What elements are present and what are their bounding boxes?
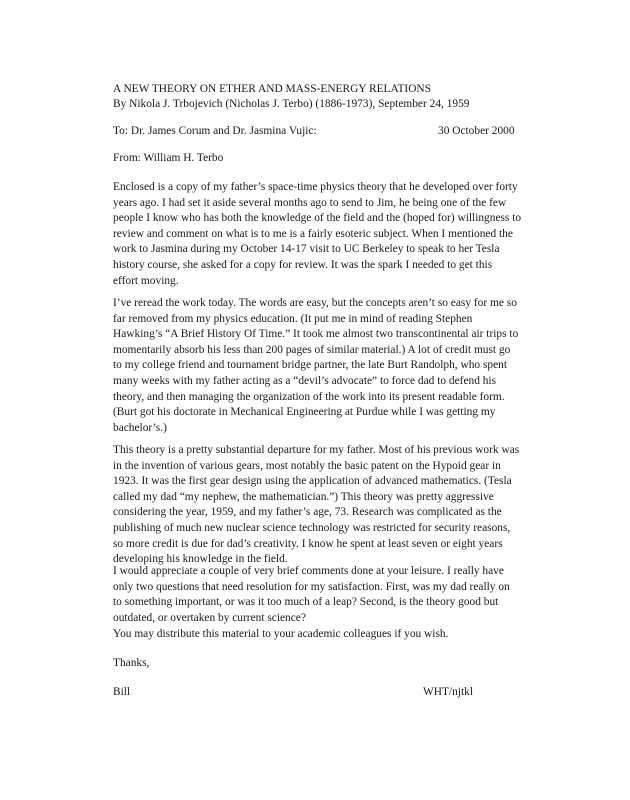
paragraph-line: Hawking’s “A Brief History Of Time.” It took me almost two transcontinental air trips to <box>113 328 519 341</box>
paragraph-line: I would appreciate a couple of very brief comments done at your leisure. I really have <box>113 565 504 577</box>
paragraph-line: only two questions that need resolution for my satisfaction. First, was my dad really on <box>113 580 510 593</box>
paragraph-line: Enclosed is a copy of my father’s space-time physics theory that he developed over forty <box>113 181 518 193</box>
paragraph-line: theory, and then managing the organization of the work into its present readable form. <box>113 390 505 403</box>
paragraph-line: bachelor’s.) <box>113 421 167 434</box>
paragraph-line: considering the year, 1959, and my father’s age, 73. Research was complicated as the <box>113 506 502 519</box>
paragraph-line: called my dad “my nephew, the mathematician.”) This theory was pretty aggressive <box>113 490 494 503</box>
paragraph-line: work to Jasmina during my October 14-17 visit to UC Berkeley to speak to her Tesla <box>113 243 500 256</box>
paragraph-2 <box>113 296 533 436</box>
paragraph-line: publishing of much new nuclear science technology was restricted for security reasons, <box>113 521 511 534</box>
closing-thanks: Thanks, <box>113 657 150 669</box>
sender-line: From: William H. Terbo <box>113 152 224 164</box>
paragraph-line: to something important, or was it too much of a leap? Second, is the theory good but <box>113 596 499 609</box>
paragraph-1 <box>113 180 533 289</box>
paragraph-line: history course, she asked for a copy for review. It was the spark I needed to get this <box>113 258 493 271</box>
signature-name: Bill <box>113 686 131 698</box>
paragraph-line: review and comment on what is to me is a fairly esoteric subject. When I mentioned the <box>113 227 513 240</box>
recipients-line: To: Dr. James Corum and Dr. Jasmina Vujic: <box>113 125 317 137</box>
paragraph-line: I’ve reread the work today. The words are easy, but the concepts aren’t so easy for me so <box>113 297 517 309</box>
paragraph-line: You may distribute this material to your academic colleagues if you wish. <box>113 628 449 640</box>
paragraph-line: momentarily absorb his less than 200 pages of similar material.) A lot of credit must go <box>113 343 511 356</box>
paragraph-5 <box>113 627 533 643</box>
document-byline: By Nikola J. Trbojevich (Nicholas J. Terbo) (1886-1973), September 24, 1959 <box>113 98 470 110</box>
paragraph-line: in the invention of various gears, most notably the basic patent on the Hypoid gear in <box>113 459 501 472</box>
paragraph-4 <box>113 564 533 626</box>
paragraph-line: effort moving. <box>113 274 179 287</box>
paragraph-line: developing his knowledge in the field. <box>113 553 288 566</box>
paragraph-line: 1923. It was the first gear design using the application of advanced mathematics. (Tesla <box>113 475 512 488</box>
paragraph-line: (Burt got his doctorate in Mechanical Engineering at Purdue while I was getting my <box>113 406 496 419</box>
paragraph-line: to my college friend and tournament bridge partner, the late Burt Randolph, who spent <box>113 359 507 372</box>
paragraph-line: so more credit is due for dad’s creativity. I know he spent at least seven or eight years <box>113 537 503 550</box>
document-title: A NEW THEORY ON ETHER AND MASS-ENERGY RELATIONS <box>113 83 431 95</box>
paragraph-3 <box>113 443 533 568</box>
paragraph-line: far removed from my physics education. (It put me in mind of reading Stephen <box>113 312 473 325</box>
paragraph-line: many weeks with my father acting as a “devil’s advocate” to force dad to defend his <box>113 374 497 387</box>
paragraph-line: outdated, or overtaken by current science? <box>113 611 306 624</box>
typist-reference: WHT/njtkl <box>423 686 473 698</box>
letter-date: 30 October 2000 <box>438 125 515 137</box>
paragraph-line: This theory is a pretty substantial departure for my father. Most of his previous work was <box>113 444 520 456</box>
paragraph-line: people I know who has both the knowledge of the field and the (hoped for) willingness to <box>113 212 522 225</box>
paragraph-line: years ago. I had set it aside several months ago to send to Jim, he being one of the few <box>113 196 507 209</box>
